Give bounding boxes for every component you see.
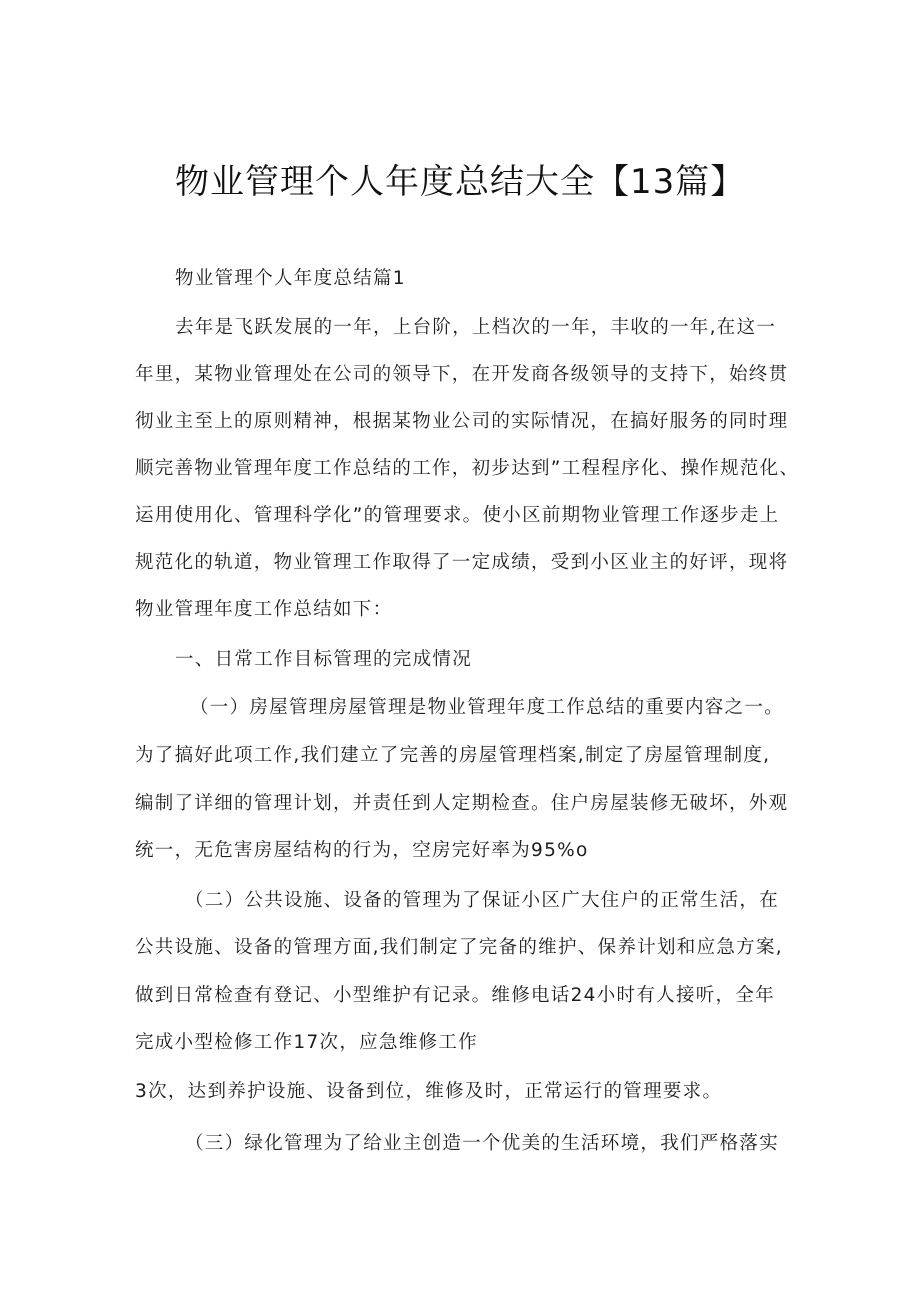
paragraph-line: 为了搞好此项工作,我们建立了完善的房屋管理档案,制定了房屋管理制度,: [135, 745, 771, 766]
paragraph-line: 顺完善物业管理年度工作总结的工作，初步达到”工程程序化、操作规范化、: [135, 458, 800, 479]
paragraph-line: 规范化的轨道，物业管理工作取得了一定成绩，受到小区业主的好评，现将: [135, 552, 789, 573]
paragraph-line: 公共设施、设备的管理方面,我们制定了完备的维护、保养计划和应急方案,: [135, 937, 783, 958]
paragraph-line: （二）公共设施、设备的管理为了保证小区广大住户的正常生活，在: [185, 890, 780, 911]
paragraph-line: 完成小型检修工作17次，应急维修工作: [135, 1032, 478, 1053]
paragraph-line: 3次，达到养护设施、设备到位，维修及时，正常运行的管理要求。: [135, 1081, 723, 1102]
paragraph-line: 统一，无危害房屋结构的行为，空房完好率为95%o: [135, 840, 589, 861]
paragraph-line: 做到日常检查有登记、小型维护有记录。维修电话24小时有人接听，全年: [135, 985, 775, 1006]
paragraph-line: 物业管理年度工作总结如下：: [135, 599, 393, 620]
paragraph-line: （三）绿化管理为了给业主创造一个优美的生活环境，我们严格落实: [185, 1133, 780, 1154]
paragraph-line: 年里，某物业管理处在公司的领导下，在开发商各级领导的支持下，始终贯: [135, 364, 789, 385]
subsection-heading: 一、日常工作目标管理的完成情况: [175, 649, 473, 670]
paragraph-line: （一）房屋管理房屋管理是物业管理年度工作总结的重要内容之一。: [190, 697, 785, 718]
paragraph-line: 彻业主至上的原则精神，根据某物业公司的实际情况，在搞好服务的同时理: [135, 411, 789, 432]
paragraph-line: 编制了详细的管理计划，并责任到人定期检查。住户房屋装修无破坏，外观: [135, 793, 789, 814]
paragraph-line: 运用使用化、管理科学化”的管理要求。使小区前期物业管理工作逐步走上: [135, 505, 780, 526]
document-title: 物业管理个人年度总结大全【13篇】: [175, 162, 746, 202]
paragraph-line: 去年是飞跃发展的一年，上台阶，上档次的一年，丰收的一年,在这一: [175, 317, 777, 338]
section-heading: 物业管理个人年度总结篇1: [175, 268, 406, 289]
